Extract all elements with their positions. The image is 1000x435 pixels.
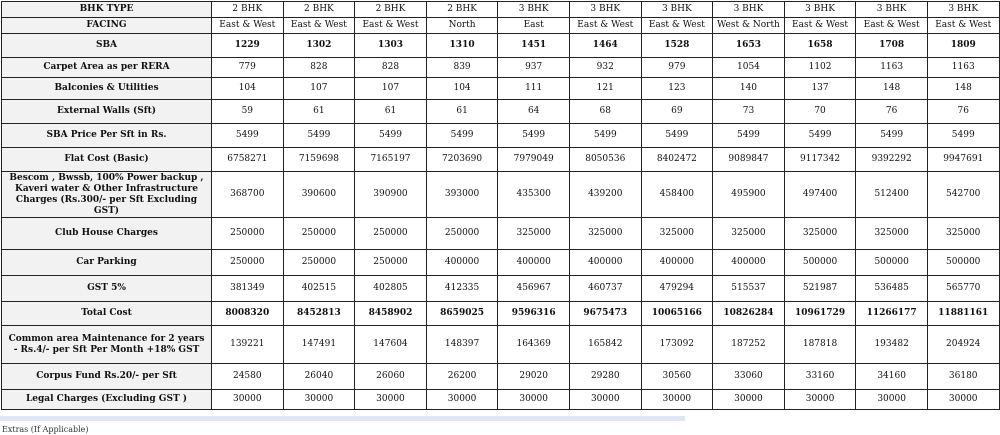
table-cell: 165842: [569, 326, 641, 364]
row-label: Bescom , Bwssb, 100% Power backup , Kaveri water & Other Infrastructure Charges (Rs.300/- per Sft Excluding GST): [2, 172, 212, 218]
table-cell: 8452813: [283, 302, 355, 326]
table-cell: 5499: [641, 124, 713, 148]
row-label: SBA: [2, 34, 212, 58]
table-cell: 7979049: [498, 148, 570, 172]
table-cell: 500000: [927, 250, 999, 276]
table-cell: 435300: [498, 172, 570, 218]
table-cell: 30000: [426, 390, 498, 410]
table-cell: 10961729: [784, 302, 856, 326]
table-cell: 8458902: [355, 302, 427, 326]
table-cell: 400000: [498, 250, 570, 276]
table-row: [2, 34, 1000, 58]
table-cell: North: [426, 18, 498, 34]
table-cell: 5499: [426, 124, 498, 148]
table-cell: 381349: [212, 276, 284, 302]
table-cell: 8008320: [212, 302, 284, 326]
table-cell: 515537: [713, 276, 785, 302]
table-cell: 9117342: [784, 148, 856, 172]
table-row: [2, 78, 1000, 100]
table-row: [2, 58, 1000, 78]
table-cell: 8050536: [569, 148, 641, 172]
table-cell: 2 BHK: [212, 2, 284, 18]
table-cell: 123: [641, 78, 713, 100]
table-cell: 139221: [212, 326, 284, 364]
footer-note: Extras (If Applicable): [2, 425, 89, 434]
table-cell: 1809: [927, 34, 999, 58]
row-label: Legal Charges (Excluding GST ): [2, 390, 212, 410]
table-cell: 368700: [212, 172, 284, 218]
table-cell: 107: [283, 78, 355, 100]
price-table-body: [2, 2, 1000, 410]
row-label: Carpet Area as per RERA: [2, 58, 212, 78]
table-cell: 29280: [569, 364, 641, 390]
table-cell: 402805: [355, 276, 427, 302]
row-label: External Walls (Sft): [2, 100, 212, 124]
table-cell: 5499: [498, 124, 570, 148]
row-label: SBA Price Per Sft in Rs.: [2, 124, 212, 148]
table-cell: 104: [212, 78, 284, 100]
table-cell: 1102: [784, 58, 856, 78]
table-cell: 3 BHK: [927, 2, 999, 18]
table-cell: 29020: [498, 364, 570, 390]
table-cell: 536485: [856, 276, 928, 302]
table-cell: 26200: [426, 364, 498, 390]
table-row: [2, 2, 1000, 18]
table-cell: 8402472: [641, 148, 713, 172]
table-cell: 828: [355, 58, 427, 78]
table-cell: 5499: [355, 124, 427, 148]
table-cell: 495900: [713, 172, 785, 218]
row-label: Total Cost: [2, 302, 212, 326]
table-cell: 33160: [784, 364, 856, 390]
table-cell: 204924: [927, 326, 999, 364]
table-cell: 390600: [283, 172, 355, 218]
table-cell: 5499: [283, 124, 355, 148]
table-cell: 400000: [713, 250, 785, 276]
table-cell: 325000: [713, 218, 785, 250]
table-cell: 979: [641, 58, 713, 78]
row-label: Car Parking: [2, 250, 212, 276]
table-cell: 61: [426, 100, 498, 124]
table-cell: 3 BHK: [713, 2, 785, 18]
row-label: Club House Charges: [2, 218, 212, 250]
table-cell: East & West: [927, 18, 999, 34]
table-cell: 30000: [283, 390, 355, 410]
table-cell: 839: [426, 58, 498, 78]
table-cell: 147604: [355, 326, 427, 364]
table-cell: East & West: [569, 18, 641, 34]
table-cell: East & West: [283, 18, 355, 34]
table-cell: 412335: [426, 276, 498, 302]
table-cell: East & West: [784, 18, 856, 34]
table-cell: 30000: [927, 390, 999, 410]
table-cell: 460737: [569, 276, 641, 302]
table-row: [2, 172, 1000, 218]
table-cell: 828: [283, 58, 355, 78]
table-cell: 148397: [426, 326, 498, 364]
table-cell: 11266177: [856, 302, 928, 326]
table-cell: 497400: [784, 172, 856, 218]
table-cell: East & West: [641, 18, 713, 34]
table-cell: 393000: [426, 172, 498, 218]
table-cell: 36180: [927, 364, 999, 390]
row-label: Flat Cost (Basic): [2, 148, 212, 172]
table-cell: East & West: [355, 18, 427, 34]
table-cell: 76: [856, 100, 928, 124]
table-cell: 1528: [641, 34, 713, 58]
table-cell: 64: [498, 100, 570, 124]
table-cell: 9392292: [856, 148, 928, 172]
table-cell: 325000: [569, 218, 641, 250]
table-cell: 76: [927, 100, 999, 124]
table-cell: 33060: [713, 364, 785, 390]
table-row: [2, 124, 1000, 148]
table-cell: 325000: [927, 218, 999, 250]
table-cell: 400000: [641, 250, 713, 276]
table-cell: 2 BHK: [426, 2, 498, 18]
table-cell: 6758271: [212, 148, 284, 172]
table-cell: East & West: [856, 18, 928, 34]
table-cell: 73: [713, 100, 785, 124]
table-cell: 325000: [784, 218, 856, 250]
table-cell: 164369: [498, 326, 570, 364]
table-row: [2, 364, 1000, 390]
table-cell: 1464: [569, 34, 641, 58]
table-cell: 9675473: [569, 302, 641, 326]
table-cell: 173092: [641, 326, 713, 364]
table-cell: 137: [784, 78, 856, 100]
table-cell: 1310: [426, 34, 498, 58]
table-row: [2, 148, 1000, 172]
table-cell: 30000: [498, 390, 570, 410]
row-label: FACING: [2, 18, 212, 34]
table-cell: 9596316: [498, 302, 570, 326]
table-cell: 104: [426, 78, 498, 100]
table-cell: 3 BHK: [856, 2, 928, 18]
table-cell: 30000: [784, 390, 856, 410]
table-cell: 542700: [927, 172, 999, 218]
table-cell: 400000: [426, 250, 498, 276]
table-cell: 5499: [212, 124, 284, 148]
table-cell: 68: [569, 100, 641, 124]
table-row: [2, 276, 1000, 302]
table-cell: 779: [212, 58, 284, 78]
table-cell: 521987: [784, 276, 856, 302]
table-cell: 111: [498, 78, 570, 100]
table-cell: 61: [283, 100, 355, 124]
table-cell: 250000: [355, 250, 427, 276]
table-cell: 30000: [569, 390, 641, 410]
table-row: [2, 250, 1000, 276]
row-label: Corpus Fund Rs.20/- per Sft: [2, 364, 212, 390]
table-cell: 5499: [569, 124, 641, 148]
table-cell: 24580: [212, 364, 284, 390]
table-cell: 439200: [569, 172, 641, 218]
table-cell: 1303: [355, 34, 427, 58]
table-cell: 3 BHK: [498, 2, 570, 18]
table-cell: 7159698: [283, 148, 355, 172]
table-cell: 500000: [856, 250, 928, 276]
table-cell: 456967: [498, 276, 570, 302]
row-label: Balconies & Utilities: [2, 78, 212, 100]
table-cell: 30000: [212, 390, 284, 410]
table-cell: 187818: [784, 326, 856, 364]
table-cell: 30000: [355, 390, 427, 410]
table-cell: 7165197: [355, 148, 427, 172]
table-cell: 250000: [355, 218, 427, 250]
table-cell: 5499: [713, 124, 785, 148]
table-cell: 7203690: [426, 148, 498, 172]
table-cell: 458400: [641, 172, 713, 218]
table-cell: 1653: [713, 34, 785, 58]
table-cell: East & West: [212, 18, 284, 34]
table-cell: 70: [784, 100, 856, 124]
table-cell: 2 BHK: [283, 2, 355, 18]
table-cell: 3 BHK: [641, 2, 713, 18]
table-cell: 2 BHK: [355, 2, 427, 18]
table-cell: 250000: [283, 250, 355, 276]
table-cell: 5499: [856, 124, 928, 148]
table-cell: 400000: [569, 250, 641, 276]
table-cell: 11881161: [927, 302, 999, 326]
table-cell: 325000: [856, 218, 928, 250]
table-cell: 10065166: [641, 302, 713, 326]
table-cell: 10826284: [713, 302, 785, 326]
table-cell: 1054: [713, 58, 785, 78]
table-cell: 325000: [498, 218, 570, 250]
table-cell: 250000: [283, 218, 355, 250]
table-cell: 193482: [856, 326, 928, 364]
table-cell: 500000: [784, 250, 856, 276]
table-cell: 479294: [641, 276, 713, 302]
table-cell: 937: [498, 58, 570, 78]
price-table: [1, 1, 1000, 410]
table-row: [2, 326, 1000, 364]
table-cell: 8659025: [426, 302, 498, 326]
table-cell: 390900: [355, 172, 427, 218]
table-cell: 1163: [856, 58, 928, 78]
table-row: [2, 390, 1000, 410]
table-cell: 69: [641, 100, 713, 124]
table-cell: 250000: [212, 218, 284, 250]
table-cell: 1229: [212, 34, 284, 58]
table-cell: 250000: [212, 250, 284, 276]
table-cell: 59: [212, 100, 284, 124]
table-cell: 3 BHK: [784, 2, 856, 18]
table-cell: 187252: [713, 326, 785, 364]
table-row: [2, 218, 1000, 250]
table-cell: 402515: [283, 276, 355, 302]
table-cell: 5499: [784, 124, 856, 148]
table-cell: 1658: [784, 34, 856, 58]
table-cell: 30000: [713, 390, 785, 410]
table-cell: 148: [927, 78, 999, 100]
row-label: BHK TYPE: [2, 2, 212, 18]
table-cell: 26040: [283, 364, 355, 390]
row-label: Common area Maintenance for 2 years - Rs.4/- per Sft Per Month +18% GST: [2, 326, 212, 364]
table-cell: 1163: [927, 58, 999, 78]
table-cell: 3 BHK: [569, 2, 641, 18]
table-cell: 512400: [856, 172, 928, 218]
row-label: GST 5%: [2, 276, 212, 302]
footer-strip: [0, 416, 685, 434]
table-cell: 148: [856, 78, 928, 100]
table-cell: 147491: [283, 326, 355, 364]
table-cell: 250000: [426, 218, 498, 250]
table-cell: 140: [713, 78, 785, 100]
table-row: [2, 100, 1000, 124]
table-cell: 26060: [355, 364, 427, 390]
table-cell: 1708: [856, 34, 928, 58]
table-cell: 121: [569, 78, 641, 100]
table-cell: 34160: [856, 364, 928, 390]
table-row: [2, 302, 1000, 326]
table-cell: 9089847: [713, 148, 785, 172]
table-cell: 1451: [498, 34, 570, 58]
table-row: [2, 18, 1000, 34]
table-cell: West & North: [713, 18, 785, 34]
table-cell: 565770: [927, 276, 999, 302]
table-cell: 61: [355, 100, 427, 124]
table-cell: East: [498, 18, 570, 34]
table-cell: 5499: [927, 124, 999, 148]
table-cell: 1302: [283, 34, 355, 58]
table-cell: 30000: [856, 390, 928, 410]
table-cell: 9947691: [927, 148, 999, 172]
table-cell: 325000: [641, 218, 713, 250]
table-cell: 30560: [641, 364, 713, 390]
table-cell: 107: [355, 78, 427, 100]
table-cell: 932: [569, 58, 641, 78]
table-cell: 30000: [641, 390, 713, 410]
